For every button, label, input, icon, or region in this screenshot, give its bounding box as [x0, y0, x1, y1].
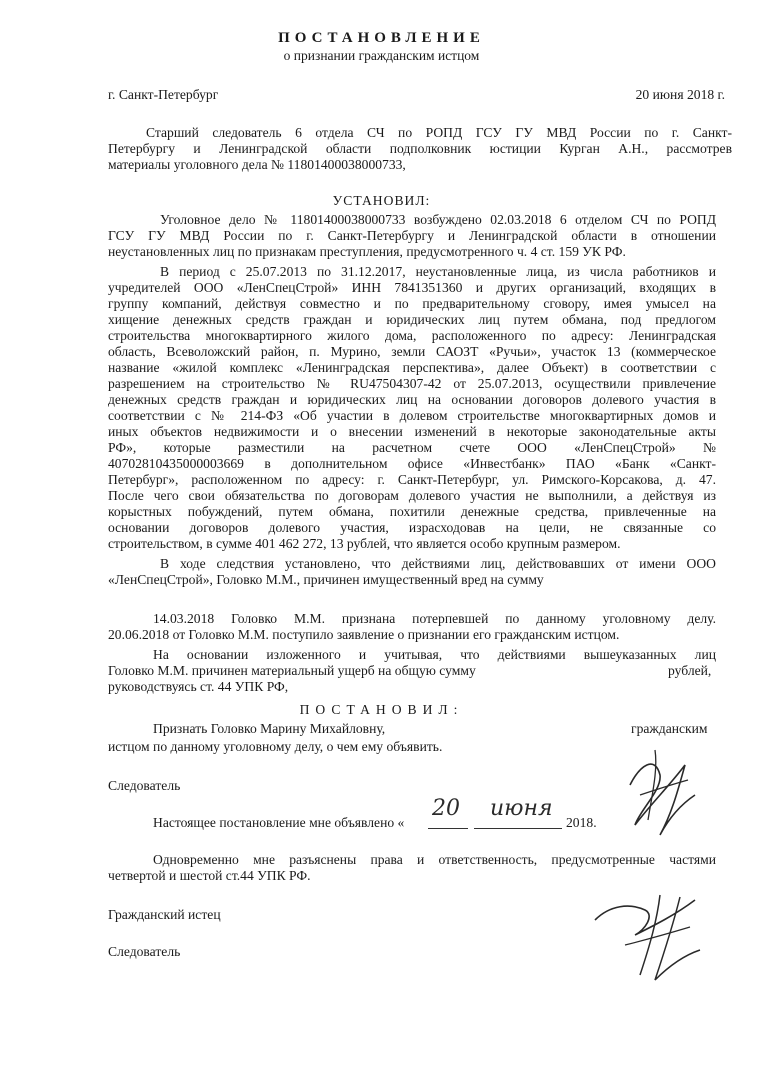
body-line: Уголовное дело № 11801400038000733 возбуждено 02.03.2018 6 отделом СЧ по РОПД — [160, 212, 716, 227]
body-line: 14.03.2018 Головко М.М. признана потерпевшей по данному уголовному делу. — [153, 611, 716, 626]
body-line: На основании изложенного и учитывая, что действиями вышеуказанных лиц — [153, 647, 716, 662]
decision-line: истцом по данному уголовному делу, о чем ему объявить. — [108, 739, 443, 754]
body-line: корыстных побуждений, путем обмана, похитили денежные средства, привлеченные на — [108, 504, 716, 519]
announced-year: 2018. — [566, 815, 597, 830]
body-line: группу компаний, действуя совместно и по предварительному сговору, имея умысел на — [108, 296, 716, 311]
body-line: рублей, — [668, 663, 712, 678]
investigator-label-2: Следователь — [108, 944, 181, 959]
body-line: строительством, в сумме 401 462 272, 13 рублей, что является особо крупным размером. — [108, 536, 621, 551]
body-line: ГСУ ГУ МВД России по г. Санкт-Петербургу и Ленинградской области в отношении — [108, 228, 716, 243]
body-line: иных объектов недвижимости и о внесении изменений в некоторые законодательные акты — [108, 424, 716, 439]
body-line: неустановленных лиц по признакам преступления, предусмотренного ч. 4 ст. 159 УК РФ. — [108, 244, 626, 259]
intro-line: материалы уголовного дела № 11801400038000733, — [108, 157, 406, 172]
body-line: название «жилой комплекс «Ленинградская перспектива», далее Объект) в соответствии с — [108, 360, 716, 375]
decision-heading: ПОСТАНОВИЛ: — [299, 702, 464, 717]
document-subtitle: о признании гражданским истцом — [283, 48, 480, 63]
investigator-signature — [600, 735, 710, 845]
body-line: основании договоров долевого участия, израсходовав на цели, не связанные со — [108, 520, 716, 535]
document-date: 20 июня 2018 г. — [635, 87, 725, 102]
rights-line: четвертой и шестой ст.44 УПК РФ. — [108, 868, 311, 883]
decision-line: Признать Головко Марину Михайловну, — [153, 721, 386, 736]
civil-plaintiff-signature — [585, 885, 715, 985]
established-heading: УСТАНОВИЛ: — [332, 193, 431, 208]
document-title: ПОСТАНОВЛЕНИЕ — [278, 30, 485, 46]
body-line: 20.06.2018 от Головко М.М. поступило заявление о признании его гражданским истцом. — [108, 627, 620, 642]
body-line: денежных средств граждан и юридических лиц на основании договоров долевого участия в — [108, 392, 716, 407]
body-line: руководствуясь ст. 44 УПК РФ, — [108, 679, 289, 694]
body-line: учредителей ООО «ЛенСпецСтрой» ИНН 7841351360 и других организаций, входящих в — [108, 280, 716, 295]
body-line: строительства многоквартирного жилого дома, расположенного по адресу: Ленинградская — [108, 328, 716, 343]
body-line: соответствии с № 214-ФЗ «Об участии в долевом строительстве многоквартирных домов и — [108, 408, 716, 423]
city: г. Санкт-Петербург — [108, 87, 219, 102]
body-line: «ЛенСпецСтрой», Головко М.М., причинен имущественный вред на сумму — [108, 572, 544, 587]
body-line: 40702810435000003669 в дополнительном офисе «Инвестбанк» ПАО «Банк «Санкт- — [108, 456, 716, 471]
rights-line: Одновременно мне разъяснены права и ответственность, предусмотренные частями — [153, 852, 716, 867]
intro-line: Старший следователь 6 отдела СЧ по РОПД ГСУ ГУ МВД России по г. Санкт- — [146, 125, 732, 140]
body-line: РФ», которые разместили на расчетном счете ООО «ЛенСпецСтрой» № — [108, 440, 716, 455]
body-line: Головко М.М. причинен материальный ущерб на общую сумму — [108, 663, 476, 678]
investigator-label: Следователь — [108, 778, 181, 793]
body-line: В период с 25.07.2013 по 31.12.2017, неустановленные лица, из числа работников и — [160, 264, 716, 279]
decision-line: гражданским — [631, 721, 708, 736]
body-line: В ходе следствия установлено, что действиями лиц, действовавших от имени ООО — [160, 556, 716, 571]
body-line: разрешением на строительство № RU47504307-42 от 25.07.2013, осуществили привлечение — [108, 376, 716, 391]
day-underline — [428, 828, 468, 829]
announced-day: 20 — [432, 796, 460, 821]
body-line: хищение денежных средств граждан и юридических лиц путем обмана, под предлогом — [108, 312, 716, 327]
body-line: область, Всеволожский район, п. Мурино, земли САОЗТ «Ручьи», участок 13 (коммерческое — [108, 344, 716, 359]
announced-prefix: Настоящее постановление мне объявлено « — [153, 815, 405, 830]
civil-plaintiff-label: Гражданский истец — [108, 907, 221, 922]
body-line: Петербург», расположенном по адресу: г. Санкт-Петербург, ул. Римского-Корсакова, д. 47. — [108, 472, 716, 487]
announced-month: июня — [490, 796, 553, 821]
month-underline — [474, 828, 562, 829]
intro-line: Петербургу и Ленинградской области подполковник юстиции Курган А.Н., рассмотрев — [108, 141, 732, 156]
body-line: После чего свои обязательства по договорам долевого участия не выполнили, а действуя из — [108, 488, 716, 503]
